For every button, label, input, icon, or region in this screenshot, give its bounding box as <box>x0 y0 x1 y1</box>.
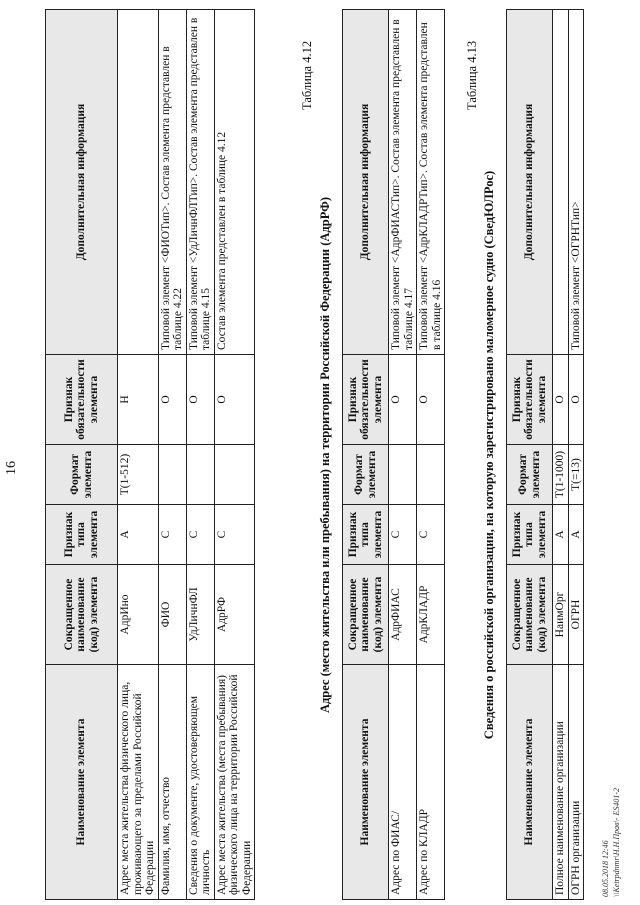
table-412-title: Адрес (место жительства или пребывания) на территории Российской Федерации (АдрРФ) <box>318 196 332 714</box>
cell-required: Н <box>118 355 159 445</box>
cell-code: АдрФИАС <box>389 565 417 665</box>
cell-info <box>118 10 159 355</box>
header-info: Дополнительная информация <box>507 10 553 355</box>
cell-required: О <box>186 355 214 445</box>
page-number: 16 <box>4 461 19 475</box>
header-format: Формат элемента <box>343 445 389 505</box>
cell-type: С <box>186 505 214 565</box>
header-code: Сокращенное наименование (код) элемента <box>507 565 553 665</box>
table-row <box>568 10 584 900</box>
header-code: Сокращенное наименование (код) элемента <box>343 565 389 665</box>
cell-info: Типовой элемент <УдЛичнФЛТип>. Состав элемента представлен в таблице 4.15 <box>186 10 214 355</box>
cell-info: Типовой элемент <АдрКЛАДРТип>. Состав элемента представлен в таблице 4.16 <box>417 10 445 355</box>
header-type: Признак типа элемента <box>46 505 118 565</box>
cell-info: Состав элемента представлен в таблице 4.12 <box>214 10 255 355</box>
cell-info <box>553 10 569 355</box>
header-name: Наименование элемента <box>343 665 389 900</box>
header-type: Признак типа элемента <box>507 505 553 565</box>
header-format: Формат элемента <box>507 445 553 505</box>
header-format: Формат элемента <box>46 445 118 505</box>
header-name: Наименование элемента <box>46 665 118 900</box>
table-413-title: Сведения о российской организации, на которую зарегистрировано маломерное судно (СведЮЛРос) <box>482 170 496 740</box>
header-required: Признак обязательности элемента <box>507 355 553 445</box>
print-stamp <box>600 788 622 897</box>
table-header-row <box>507 10 553 900</box>
cell-type: А <box>118 505 159 565</box>
cell-code: АдрКЛАДР <box>417 565 445 665</box>
cell-name: Полное наименование организации <box>553 665 569 900</box>
cell-name: Адрес по КЛАДР <box>417 665 445 900</box>
cell-required: О <box>389 355 417 445</box>
cell-format <box>417 445 445 505</box>
cell-name: Фамилия, имя, отчество <box>158 665 186 900</box>
cell-code: ОГРН <box>568 565 584 665</box>
cell-code: АдрИно <box>118 565 159 665</box>
stamp-line-2: \\Ketrpdnmr\Н.Н.Прав\- ES401-2 <box>612 787 621 897</box>
cell-required: О <box>417 355 445 445</box>
table-row <box>417 10 445 900</box>
cell-type: С <box>389 505 417 565</box>
header-code: Сокращенное наименование (код) элемента <box>46 565 118 665</box>
cell-code: АдрРФ <box>214 565 255 665</box>
table-413 <box>506 9 584 900</box>
cell-format <box>158 445 186 505</box>
cell-info: Типовой элемент <ОГРНТип> <box>568 10 584 355</box>
cell-type: А <box>553 505 569 565</box>
table-row <box>118 10 159 900</box>
cell-name: Адрес места жительства (места пребывания) физического лица на территории Российской Федерации <box>214 665 255 900</box>
cell-type: С <box>417 505 445 565</box>
cell-name: Сведения о документе, удостоверяющем личность <box>186 665 214 900</box>
table-header-row <box>343 10 389 900</box>
header-type: Признак типа элемента <box>343 505 389 565</box>
cell-type: С <box>214 505 255 565</box>
cell-format: Т(=13) <box>568 445 584 505</box>
cell-name: ОГРН организации <box>568 665 584 900</box>
cell-format: Т(1-512) <box>118 445 159 505</box>
table-row <box>214 10 255 900</box>
cell-required: О <box>158 355 186 445</box>
table-main <box>45 9 255 900</box>
cell-code: ФИО <box>158 565 186 665</box>
table-row <box>389 10 417 900</box>
header-name: Наименование элемента <box>507 665 553 900</box>
table-413-label: Таблица 4.13 <box>465 40 479 110</box>
cell-info: Типовой элемент <АдрФИАСТип>. Состав элемента представлен в таблице 4.17 <box>389 10 417 355</box>
cell-type: С <box>158 505 186 565</box>
header-info: Дополнительная информация <box>46 10 118 355</box>
header-required: Признак обязательности элемента <box>46 355 118 445</box>
cell-required: О <box>568 355 584 445</box>
cell-name: Адрес места жительства физического лица, проживающего за пределами Российской Федерации <box>118 665 159 900</box>
cell-required: О <box>553 355 569 445</box>
stamp-line-1: 08.05.2018 12:46 <box>601 840 610 897</box>
cell-format: Т(1-1000) <box>553 445 569 505</box>
header-info: Дополнительная информация <box>343 10 389 355</box>
table-row <box>186 10 214 900</box>
table-412-label: Таблица 4.12 <box>300 40 314 110</box>
header-required: Признак обязательности элемента <box>343 355 389 445</box>
cell-format <box>214 445 255 505</box>
table-row <box>158 10 186 900</box>
cell-code: НаимОрг <box>553 565 569 665</box>
cell-name: Адрес по ФИАС/ <box>389 665 417 900</box>
table-412 <box>342 9 445 900</box>
table-row <box>553 10 569 900</box>
table-header-row <box>46 10 118 900</box>
cell-required: О <box>214 355 255 445</box>
cell-format <box>186 445 214 505</box>
cell-type: А <box>568 505 584 565</box>
cell-format <box>389 445 417 505</box>
cell-code: УдЛичнФЛ <box>186 565 214 665</box>
cell-info: Типовой элемент <ФИОТип>. Состав элемента представлен в таблице 4.22 <box>158 10 186 355</box>
